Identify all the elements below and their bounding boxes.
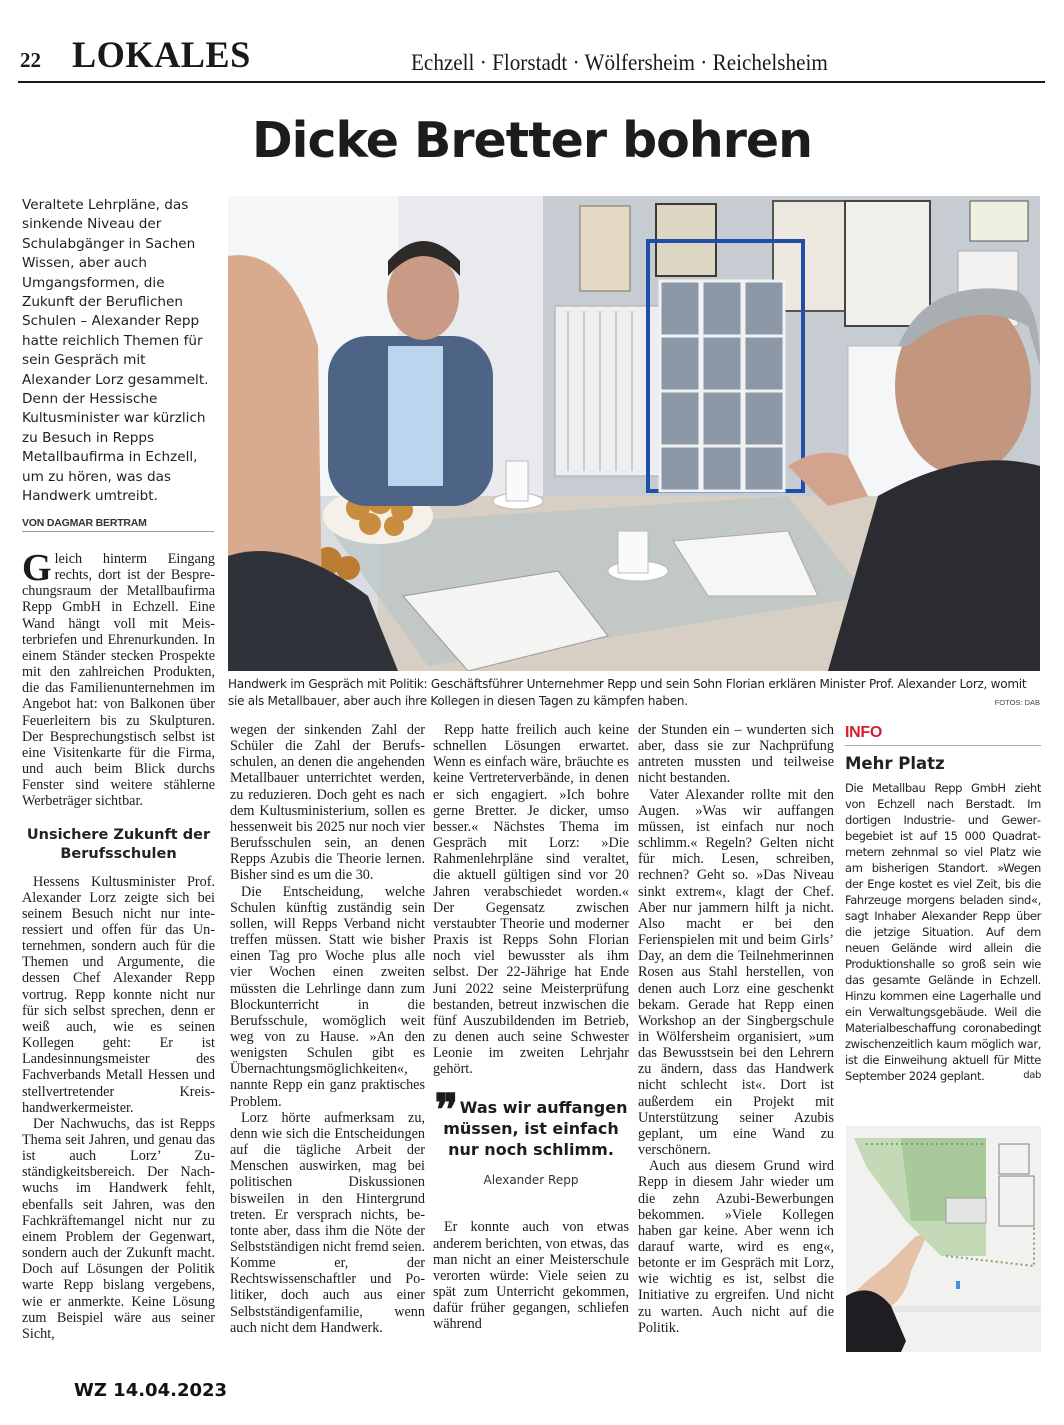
photo-caption: Handwerk im Gespräch mit Politik: Geschäftsführer Unternehmer Repp und sein Sohn Florian erklären Minister Prof. Alexander Lorz, womit sie als Metallbauer, aber auch ihre Kollegen in diesen Tagen zu kämpfen haben. xyxy=(228,677,1027,708)
paragraph-text: leich hinterm Eingang rechts, dort ist der Besprechungsraum der Metallbaufirma Repp GmbH in Echzell. Eine Wand hängt voll mit Meisterbriefen und Ehrenurkunden. In einem Ständer stecken Prospekte mit den zahlreichen Produkten, die das Familienunternehmen im Angebot hat: von Balkonen über Feuerleitern bis zu Skulpturen. Der Besprechungstisch selbst ist eine Visitenkarte für die Firma, und auch beim Blick durchs Fenster sind weitere stählerne Werbeträger sichtbar. xyxy=(22,551,215,810)
article-column-2 xyxy=(230,722,425,1336)
page-number: 22 xyxy=(20,48,41,72)
article-headline: Dicke Bretter bohren xyxy=(251,112,813,169)
article-paragraph: Hessens Kultusminister Prof. Alexander Lorz zeigte sich bei seinem Besuch nicht nur interessiert und offen für das Unternehmen, sondern auch für die Themen und Argumente, die dessen Chef Alexander Repp vortrug. Repp konnte nicht nur für sich selbst sprechen, denn er weiß auch, wie es seinen Kollegen geht: Er ist Landesinnungsmeister des Fachverbands Metall Hessen und stellvertretender Kreishandwerkermeister. xyxy=(22,873,215,1116)
info-signature: dab xyxy=(1023,1070,1041,1081)
header-rule xyxy=(18,81,1045,83)
section-towns: Echzell · Florstadt · Wölfersheim · Reichelsheim xyxy=(411,50,828,75)
article-paragraph: Lorz hörte aufmerksam zu, denn wie sich die Entscheidungen auf die tägliche Arbeit der Menschen auswirken, mag bei politischen Diskussionen bisweilen in den Hintergrund treten. Er versprach nichts, betonte aber, dass ihm die Nöte der Selbstständigen nicht fremd seien. Komme er, der Rechtswissenschaftler und Politiker, doch auch aus einer Selbstständigenfamilie, wenn auch nicht dem Handwerk. xyxy=(230,1109,425,1336)
pull-quote-author: Alexander Repp xyxy=(483,1173,579,1188)
article-column-4 xyxy=(638,722,834,1336)
article-subhead: Unsichere Zukunft der Berufsschulen xyxy=(26,826,211,862)
pull-quote xyxy=(433,1085,629,1191)
info-box xyxy=(845,724,1041,1084)
site-plan-photo xyxy=(846,1126,1041,1352)
article-paragraph: wegen der sinkenden Zahl der Schüler die Zahl der Berufsschulen, an denen die angehenden Metallbauer unterrichtet werden, zu reduzieren. Doch geht es nach dem Kultusministerium, sollen es hessenweit bis 2025 nur noch vier Berufsschulen sein, an denen Repps Azubis die Theorie lernen. Bisher sind es um die 30. xyxy=(230,722,425,884)
article-paragraph: Auch aus diesem Grund wird Repp in diesem Jahr wieder um die zehn Azubi-Bewerbungen bekommen. »Viele Kollegen haben gar keine. Aber wenn ich darauf warte, wird es eng«, betonte er im Gespräch mit Lorz, wie wichtig es ist, selbst die Initiative zu ergreifen. Und nicht zu warten. Auch nicht auf die Politik. xyxy=(638,1158,834,1336)
drop-cap: G xyxy=(22,547,52,589)
section-title: LOKALES xyxy=(72,35,251,76)
info-body: Die Metallbau Repp GmbH zieht von Echzell nach Berstadt. Im dortigen Industrie- und Gewerbegebiet ist auf 15 000 Quadratmetern zehnmal so viel Platz wie am bisherigen Standort. »Wegen der Enge kostet es viel Zeit, bis die Fahrzeuge morgens beladen sind«, sagt Inhaber Alexander Repp über die jetzige Situation. Auf dem neuen Gelände wird allein die Produktionshalle so groß sein wie das gesamte Gelände in Echzell. Hinzu kommen eine Lagerhalle und ein Verwaltungsgebäude. Weil die Materialbeschaffung coronabedingt zwischenzeitlich kaum möglich war, ist die Einweihung aktuell für Mitte September 2024 geplant. xyxy=(845,781,1041,1083)
article-paragraph: der Stunden ein – wunderten sich aber, dass sie zur Nachprüfung antreten mussten und teilweise nicht bestanden. xyxy=(638,722,834,787)
info-title: Mehr Platz xyxy=(845,754,945,773)
article-column-3 xyxy=(433,722,629,1333)
article-paragraph: Repp hatte freilich auch keine schnellen Lösungen erwartet. Wenn es einfach wäre, bräuchte es keine Vertreterverbände, in denen er sich engagiert. »Ich bohre gerne Bretter. Je dicker, umso besser.« Nächstes Thema im Gespräch mit Lorz: »Die Rahmenlehrpläne sind veraltet, die aktuell gültigen sind vor 20 Jahren verabschiedet worden.« Der Gegensatz zwischen verstaubter Theorie und moderner Praxis ist Repps Sohn Florian noch viel bewusster als ihm selbst. Der 22-Jährige hat Ende Juni 2022 seine Meisterprüfung bestanden, betreut inzwischen die fünf Auszubildenden im Betrieb, zu denen auch seine Schwester Leonie im zweiten Lehrjahr gehört. xyxy=(433,722,629,1078)
article-paragraph: Die Entscheidung, welche Schulen künftig zuständig sein sollen, will Repps Verband nicht treffen müssen. Statt wie bisher einen Tag pro Woche plus alle vier Wochen einen zweiten müssten die Lehrlinge dann zum Blockunterricht in die Berufsschule, womöglich weit weg von zu Hause. »An den wenigsten Schulen gibt es Übernachtungsmöglichkeiten«, nannte Repp ein ganz praktisches Problem. xyxy=(230,883,425,1110)
quote-mark-icon: ❞ xyxy=(434,1085,453,1137)
site-plan-illustration xyxy=(846,1126,1041,1352)
article-paragraph: Der Nachwuchs, das ist Repps Thema seit Jahren, und genau das ist auch Lorz’ Zuständigkeitsbereich. Der Nachwuchs im Handwerk fehlt, ebenfalls seit Jahren, was den Fachkräftemangel nicht nur zu einem Problem der Gegenwart, sondern auch der Zukunft macht. Doch auf Lösungen der Politik warte Repp bislang vergebens, wie er anmerkte. Keine Lösung zum Beispiel wäre aus seiner Sicht, xyxy=(22,1115,215,1342)
article-lead: Veraltete Lehrpläne, das sinkende Niveau der Schulabgänger in Sachen Wissen, aber auch Umgangsformen, die Zukunft der Beruflichen Schulen – Alexander Repp hatte reichlich Themen für sein Gespräch mit Alexander Lorz gesammelt. Denn der Hessische Kultusminister war kürzlich zu Besuch in Repps Metallbaufirma in Echzell, um zu hören, was das Handwerk umtreibt. xyxy=(22,197,209,505)
article-paragraph: Vater Alexander rollte mit den Augen. »Was wir auffangen müssen, ist einfach nur noch schlimm.« Regeln? Gelten nicht für mich. Lesen, schreiben, rechnen? Geht so. »Das Niveau sinkt extrem«, klagt der Chef. Aber nur jammern hilft ja nicht. Also macht er bei den Ferienspielen mit und beim Girls’ Day, an dem die Teilnehmerinnen Rosen aus Stahl herstellen, von denen auch Lorz eine geschenkt bekam. Gerade hat Repp einen Workshop an der Singbergschule in Wölfersheim organisiert, »um das Bewusstsein bei den Lehrern zu ändern, dass das Handwerk nicht schlecht ist«. Dort ist außerdem ein Projekt mit Unterstützung seiner Azubis geplant, um eine Wand zu verschönern. xyxy=(638,786,834,1159)
info-label: INFO xyxy=(845,724,1041,746)
article-byline: VON DAGMAR BERTRAM xyxy=(22,517,214,532)
article-paragraph xyxy=(22,547,215,810)
photo-credit: FOTOS: DAB xyxy=(994,698,1040,707)
pull-quote-text: Was wir auffangen müssen, ist einfach nur noch schlimm. xyxy=(443,1098,628,1160)
source-date: WZ 14.04.2023 xyxy=(74,1380,228,1401)
article-column-1 xyxy=(22,547,215,1342)
main-photo xyxy=(228,196,1040,671)
info-text xyxy=(845,780,1041,1084)
meeting-photo-illustration xyxy=(228,196,1040,671)
article-paragraph: Er konnte auch von etwas anderem berichten, von etwas, das man nicht an einer Meisterschule verorten würde: Viele seien zu spät zum Unterricht gekommen, dafür früher gegangen, schliefen während xyxy=(433,1219,629,1333)
